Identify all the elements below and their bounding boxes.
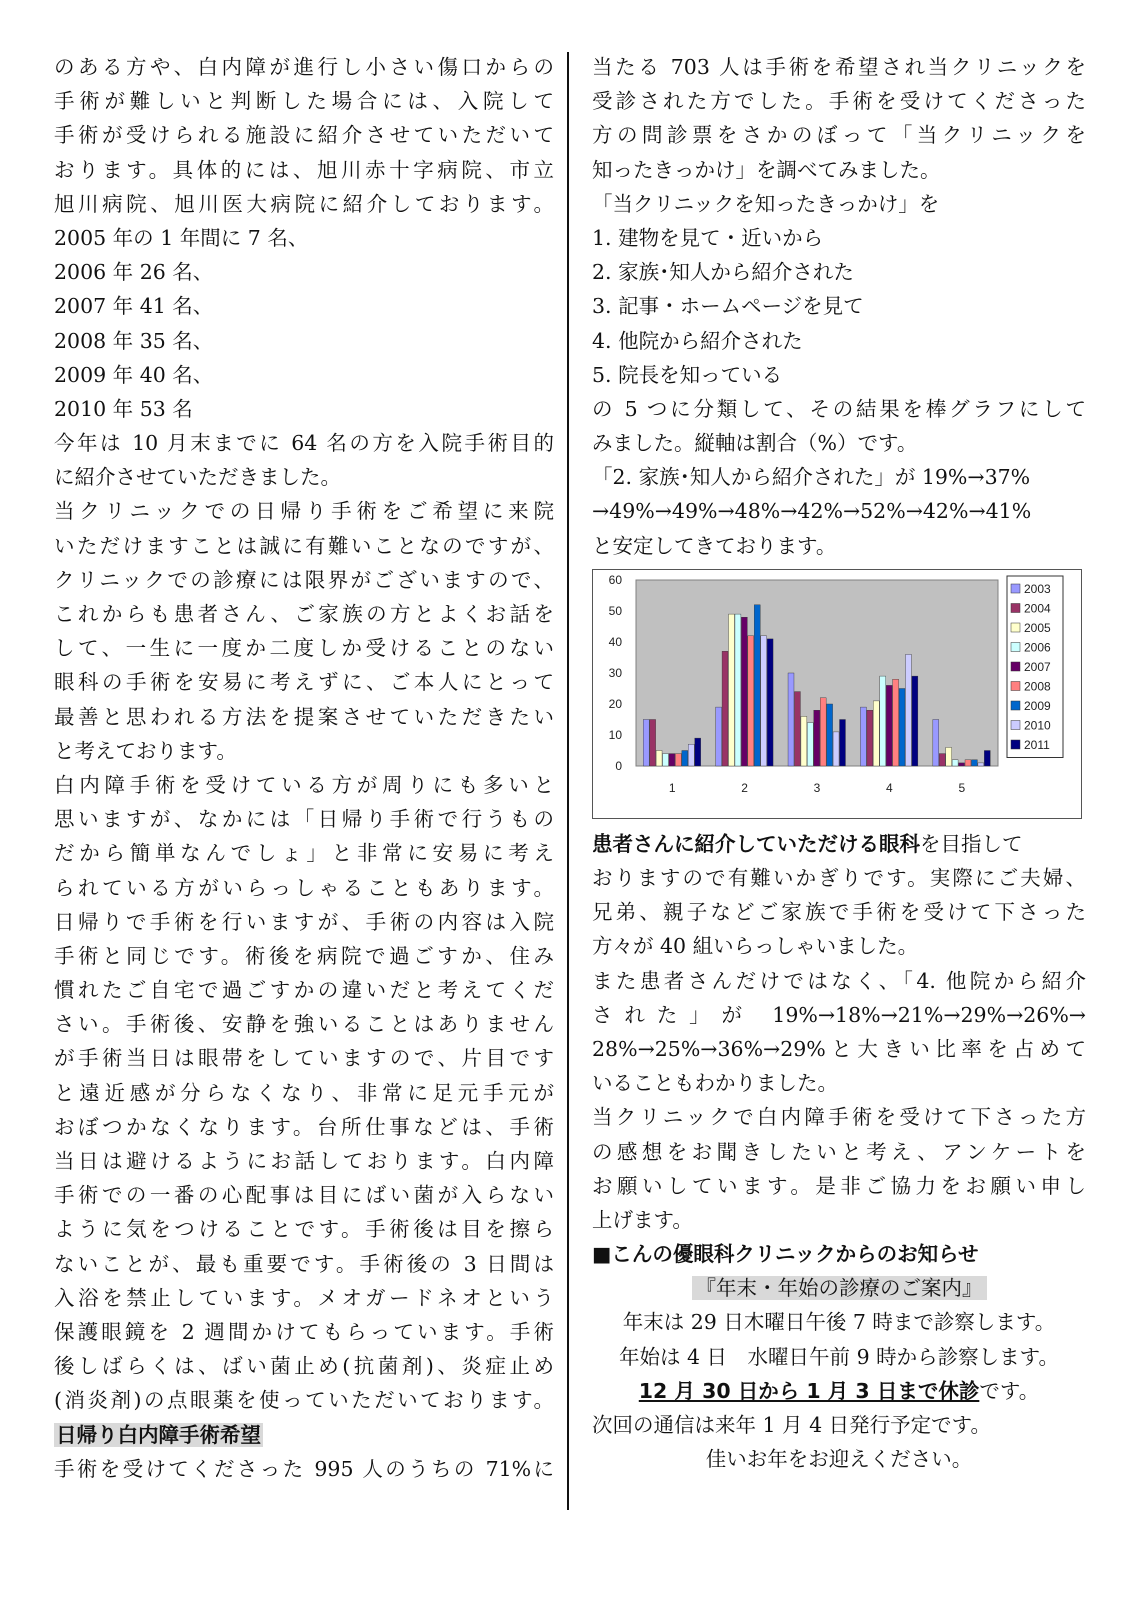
text-line: 当日は避けるようにお話しております。白内障 [54,1149,554,1173]
bar [965,760,971,766]
text-line: と遠近感が分らなくなり、非常に足元手元が [54,1080,554,1105]
section-heading: 日帰り白内障手術希望 [56,1422,261,1447]
text-line: 旭川病院、旭川医大病院に紹介しております。 [54,191,554,216]
x-tick-label: 2 [741,780,748,795]
text-line: みました。縦軸は割合（%）です。 [592,431,918,456]
bar [801,716,807,766]
text-line: 慣れたご自宅で過ごすかの違いだと考えてくだ [54,978,554,1003]
text-line: ように気をつけることです。手術後は目を擦ら [54,1217,554,1242]
text-line: クリニックでの診療には限界がございますので、 [54,567,554,592]
text-line: また患者さんだけではなく、「4. 他院から紹介 [592,968,1086,993]
bar [946,747,952,766]
text-line: いただけますことは誠に有難いことなのですが、 [54,533,554,558]
text-line: 当クリニックでの日帰り手術をご希望に来院 [54,499,554,524]
bar [814,710,820,766]
x-tick-label: 4 [886,780,893,795]
legend-swatch [1011,584,1020,593]
text-line: さい。手術後、安静を強いることはありません [54,1012,554,1037]
bar [682,750,688,766]
y-tick-label: 40 [608,634,622,649]
text-line: ないことが、最も重要です。手術後の 3 日間は [54,1251,554,1276]
bar [933,719,939,766]
text-line: 眼科の手術を安易に考えずに、ご本人にとって [54,670,554,695]
bar [893,679,899,766]
legend-label: 2010 [1024,718,1051,733]
column-divider [567,52,569,1510]
text-span: を目指して [920,831,1023,856]
year-line: 2010 年 53 名 [54,396,193,421]
notice-line: 佳いお年をお迎えください。 [705,1447,973,1472]
legend-label: 2003 [1024,581,1051,596]
bar-chart-svg [593,570,1081,818]
bar [860,707,866,766]
bar [767,639,773,766]
bar [688,744,694,766]
text-line: と安定してきております。 [592,533,837,558]
legend-label: 2008 [1024,679,1051,694]
text-line: 当クリニックで白内障手術を受けて下さった方 [592,1105,1086,1130]
legend-label: 2007 [1024,659,1051,674]
bar [905,654,911,766]
text-line: 「当クリニックを知ったきっかけ」を [592,191,940,216]
y-tick-label: 0 [615,758,622,773]
x-tick-label: 1 [668,780,676,795]
text-line: 思いますが、なかには「日帰り手術で行うもの [54,807,554,832]
bar [643,719,649,766]
legend-swatch [1011,701,1020,710]
text-line: られている方がいらっしゃることもあります。 [54,875,554,900]
bar [794,691,800,765]
left-column [54,50,554,1486]
bar [669,753,675,765]
legend-swatch [1011,662,1020,671]
y-tick-label: 10 [608,727,622,742]
bar [820,698,826,766]
text-line: 当たる 703 人は手術を希望され当クリニックを [592,55,1086,79]
text-line: 今年は 10 月末までに 64 名の方を入院手術目的 [54,431,554,456]
text-line: 手術が受けられる施設に紹介させていただいて [54,123,554,148]
text-line: お願いしています。是非ご協力をお願い申し [592,1173,1086,1198]
text-line: 方の問診票をさかのぼって「当クリニックを [592,123,1086,148]
bar [788,673,794,766]
bar [840,719,846,766]
bold-phrase: 患者さんに紹介していただける眼科 [592,831,920,856]
y-tick-label: 30 [608,665,622,680]
text-line: 上げます。 [592,1207,693,1232]
text-line: の 5 つに分類して、その結果を棒グラフにして [592,396,1086,421]
text-line: 手術が難しいと判断した場合には、入院して [54,89,554,114]
bar [754,605,760,766]
legend-swatch [1011,720,1020,729]
text-line: して、一生に一度か二度しか受けることのない [54,636,554,661]
text-line: が手術当日は眼帯をしていますので、片目です [54,1046,554,1071]
legend-label: 2005 [1024,620,1051,635]
bar [675,753,681,765]
text-line: おります。具体的には、旭川赤十字病院、市立 [54,157,554,182]
bar [899,688,905,766]
text-line: 後しばらくは、ばい菌止め(抗菌剤)、炎症止め [54,1354,554,1379]
y-tick-label: 60 [608,572,622,587]
legend-swatch [1011,623,1020,632]
bar [695,738,701,766]
bar [656,750,662,766]
text-line: 受診された方でした。手術を受けてくださった [592,89,1086,114]
bar [952,760,958,766]
bar [663,753,669,765]
legend-swatch [1011,603,1020,612]
bar [650,719,656,766]
text-line: (消炎剤)の点眼薬を使っていただいております。 [54,1388,554,1413]
notice-line: 次回の通信は来年 1 月 4 日発行予定です。 [592,1413,992,1437]
text-line: された」が 19%→18%→21%→29%→26%→ [592,1002,1086,1027]
text-line: いることもわかりました。 [592,1071,838,1096]
notice-span: です。 [979,1378,1040,1403]
right-column [592,50,1086,1476]
text-line: と考えております。 [54,738,237,763]
text-line: →49%→49%→48%→42%→52%→42%→41% [592,499,1032,524]
y-tick-label: 50 [608,603,622,618]
bar [886,685,892,766]
bar [978,763,984,766]
text-line: おぼつかなくなります。台所仕事などは、手術 [54,1114,554,1139]
bar [729,614,735,766]
notice-heading: ■こんの優眼科クリニックからのお知らせ [592,1242,979,1267]
text-line: 手術を受けてくださった 995 人のうちの 71%に [54,1456,554,1481]
list-item: 1. 建物を見て・近いから [592,225,824,250]
bar [716,707,722,766]
list-item: 3. 記事・ホームページを見て [592,294,864,319]
bar [827,704,833,766]
bar [867,710,873,766]
text-line: 28%→25%→36%→29%と大きい比率を占めて [592,1036,1086,1061]
y-tick-label: 20 [608,696,622,711]
notice-line: 年末は 29 日木曜日午後 7 時まで診察します。 [622,1310,1056,1335]
text-line: 知ったきっかけ」を調べてみました。 [592,157,941,182]
text-line: だから簡単なんでしょ」と非常に安易に考え [54,841,554,866]
legend-label: 2006 [1024,640,1051,655]
text-line: 「2. 家族･知人から紹介された」が 19%→37% [592,465,1031,490]
legend-label: 2011 [1024,737,1050,752]
legend-swatch [1011,642,1020,651]
x-tick-label: 3 [813,780,821,795]
list-item: 2. 家族･知人から紹介された [592,260,854,285]
bar [748,636,754,766]
bar [807,722,813,765]
notice-title: 『年末・年始の診療のご案内』 [692,1276,987,1300]
legend-label: 2009 [1024,698,1051,713]
bar [741,617,747,766]
text-line: 手術での一番の心配事は目にばい菌が入らない [54,1183,554,1208]
text-line: 保護眼鏡を 2 週間かけてもらっています。手術 [54,1319,554,1344]
legend-label: 2004 [1024,601,1051,616]
bar [880,676,886,766]
text-line: に紹介させていただきました。 [54,465,341,490]
year-line: 2006 年 26 名、 [54,260,214,285]
text-line: 入浴を禁止しています。メオガードネオという [54,1285,554,1310]
bar [833,732,839,766]
bar [971,760,977,766]
text-line: 兄弟、親子などご家族で手術を受けて下さった [592,900,1086,925]
holiday-period: 12 月 30 日から 1 月 3 日まで休診 [638,1378,980,1403]
year-line: 2009 年 40 名、 [54,362,214,387]
text-line: 日帰りで手術を行いますが、手術の内容は入院 [54,909,554,934]
bar [939,753,945,765]
year-line: 2007 年 41 名、 [54,294,214,319]
legend-swatch [1011,740,1020,749]
notice-line: 年始は 4 日 水曜日午前 9 時から診察します。 [618,1344,1059,1369]
bar [873,701,879,766]
year-line: 2008 年 35 名、 [54,328,214,353]
year-line: 2005 年の 1 年間に 7 名、 [54,225,309,250]
text-line: おりますので有難いかぎりです。実際にご夫婦、 [592,866,1086,890]
bar [959,763,965,766]
bar [984,750,990,766]
bar [761,636,767,766]
text-line: 方々が 40 組いらっしゃいました。 [592,934,919,959]
bar [735,614,741,766]
text-line: 白内障手術を受けている方が周りにも多いと [54,772,554,797]
x-tick-label: 5 [958,780,966,795]
text-line: のある方や、白内障が進行し小さい傷口からの [54,55,554,79]
text-line: 最善と思われる方法を提案させていただきたい [54,704,554,729]
text-line: これからも患者さん、ご家族の方とよくお話を [54,602,554,626]
text-line: 手術と同じです。術後を病院で過ごすか、住み [54,943,554,968]
bar-chart [592,569,1082,819]
legend-swatch [1011,681,1020,690]
text-line: の感想をお聞きしたいと考え、アンケートを [592,1139,1086,1164]
bar [722,651,728,766]
list-item: 4. 他院から紹介された [592,328,803,353]
bar [912,676,918,766]
list-item: 5. 院長を知っている [592,362,783,387]
